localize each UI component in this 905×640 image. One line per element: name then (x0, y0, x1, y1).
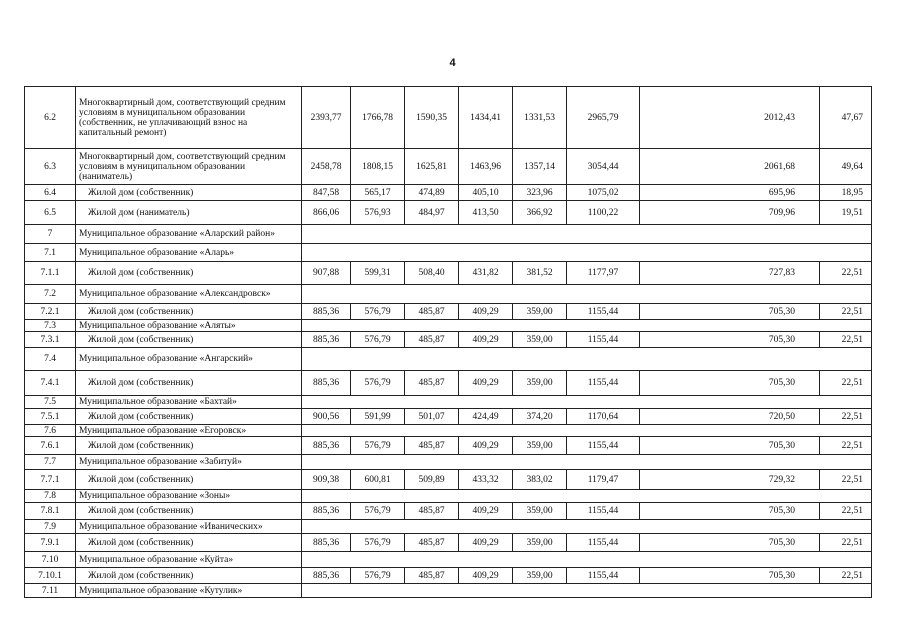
value-cell-2: 576,93 (351, 201, 405, 225)
empty-value-cells (302, 490, 872, 503)
value-cell-1: 2458,78 (302, 149, 351, 185)
table-section-row (25, 520, 872, 534)
value-cell-1: 885,36 (302, 534, 351, 552)
row-number: 7.2 (25, 285, 76, 304)
value-cell-5: 359,00 (513, 534, 567, 552)
row-name: Муниципальное образование «Забитуй» (76, 455, 302, 470)
row-name: Многоквартирный дом, соответствующий средним условиям в муниципальном образовании (наниматель) (76, 149, 302, 185)
value-cell-4: 413,50 (459, 201, 513, 225)
value-cell-5: 1357,14 (513, 149, 567, 185)
table-row (25, 409, 872, 425)
table-row (25, 371, 872, 396)
row-number: 7.1 (25, 244, 76, 262)
row-number: 7.1.1 (25, 262, 76, 285)
row-name: Жилой дом (собственник) (76, 332, 302, 348)
value-cell-7: 709,96 (640, 201, 820, 225)
table-row (25, 201, 872, 225)
value-cell-7: 705,30 (640, 568, 820, 584)
value-cell-5: 359,00 (513, 437, 567, 455)
value-cell-2: 1808,15 (351, 149, 405, 185)
value-cell-7: 2061,68 (640, 149, 820, 185)
row-name: Муниципальное образование «Аляты» (76, 320, 302, 332)
value-cell-6: 1155,44 (567, 332, 640, 348)
table-section-row (25, 285, 872, 304)
row-name: Муниципальное образование «Александровск» (76, 285, 302, 304)
value-cell-2: 591,99 (351, 409, 405, 425)
table-row (25, 185, 872, 201)
table-section-row (25, 320, 872, 332)
value-cell-3: 474,89 (405, 185, 459, 201)
value-cell-1: 2393,77 (302, 87, 351, 149)
value-cell-6: 1155,44 (567, 503, 640, 520)
row-name: Муниципальное образование «Зоны» (76, 490, 302, 503)
row-name: Жилой дом (собственник) (76, 185, 302, 201)
row-name: Многоквартирный дом, соответствующий средним условиям в муниципальном образовании (собственник, не уплачивающий взнос на капитальный ремонт) (76, 87, 302, 149)
value-cell-1: 885,36 (302, 304, 351, 320)
value-cell-3: 485,87 (405, 371, 459, 396)
value-cell-5: 359,00 (513, 332, 567, 348)
row-name: Жилой дом (собственник) (76, 371, 302, 396)
empty-value-cells (302, 285, 872, 304)
value-cell-8: 22,51 (820, 437, 872, 455)
value-cell-8: 19,51 (820, 201, 872, 225)
value-cell-1: 866,06 (302, 201, 351, 225)
value-cell-4: 409,29 (459, 332, 513, 348)
value-cell-6: 1170,64 (567, 409, 640, 425)
value-cell-8: 22,51 (820, 262, 872, 285)
table-section-row (25, 396, 872, 409)
value-cell-8: 18,95 (820, 185, 872, 201)
table-row (25, 87, 872, 149)
empty-value-cells (302, 320, 872, 332)
tariff-table (24, 86, 872, 598)
value-cell-4: 409,29 (459, 503, 513, 520)
value-cell-3: 508,40 (405, 262, 459, 285)
value-cell-8: 22,51 (820, 409, 872, 425)
row-name: Жилой дом (собственник) (76, 470, 302, 490)
table-row (25, 262, 872, 285)
value-cell-6: 1100,22 (567, 201, 640, 225)
value-cell-6: 1155,44 (567, 437, 640, 455)
row-number: 7.3.1 (25, 332, 76, 348)
value-cell-2: 1766,78 (351, 87, 405, 149)
value-cell-2: 576,79 (351, 332, 405, 348)
row-name: Муниципальное образование «Ангарский» (76, 348, 302, 371)
row-name: Муниципальное образование «Иванических» (76, 520, 302, 534)
value-cell-5: 381,52 (513, 262, 567, 285)
value-cell-1: 900,56 (302, 409, 351, 425)
table-row (25, 304, 872, 320)
table-body (25, 87, 872, 598)
value-cell-4: 1434,41 (459, 87, 513, 149)
value-cell-8: 22,51 (820, 568, 872, 584)
row-number: 7.7.1 (25, 470, 76, 490)
empty-value-cells (302, 425, 872, 437)
value-cell-4: 409,29 (459, 534, 513, 552)
row-number: 7.9 (25, 520, 76, 534)
value-cell-6: 2965,79 (567, 87, 640, 149)
value-cell-4: 431,82 (459, 262, 513, 285)
value-cell-1: 885,36 (302, 437, 351, 455)
value-cell-4: 424,49 (459, 409, 513, 425)
value-cell-8: 22,51 (820, 503, 872, 520)
row-number: 7.5.1 (25, 409, 76, 425)
value-cell-2: 576,79 (351, 503, 405, 520)
value-cell-3: 485,87 (405, 503, 459, 520)
value-cell-3: 485,87 (405, 332, 459, 348)
value-cell-2: 576,79 (351, 304, 405, 320)
row-number: 6.5 (25, 201, 76, 225)
table-row (25, 332, 872, 348)
value-cell-2: 576,79 (351, 371, 405, 396)
table-row (25, 503, 872, 520)
row-name: Муниципальное образование «Кутулик» (76, 584, 302, 598)
value-cell-3: 501,07 (405, 409, 459, 425)
value-cell-6: 1155,44 (567, 371, 640, 396)
table-section-row (25, 455, 872, 470)
value-cell-5: 374,20 (513, 409, 567, 425)
row-name: Жилой дом (собственник) (76, 262, 302, 285)
row-name: Жилой дом (наниматель) (76, 201, 302, 225)
table-row (25, 470, 872, 490)
value-cell-2: 600,81 (351, 470, 405, 490)
value-cell-5: 359,00 (513, 371, 567, 396)
value-cell-8: 49,64 (820, 149, 872, 185)
value-cell-7: 729,32 (640, 470, 820, 490)
value-cell-3: 484,97 (405, 201, 459, 225)
empty-value-cells (302, 455, 872, 470)
value-cell-8: 22,51 (820, 304, 872, 320)
value-cell-7: 720,50 (640, 409, 820, 425)
row-number: 6.4 (25, 185, 76, 201)
value-cell-8: 22,51 (820, 371, 872, 396)
value-cell-2: 576,79 (351, 568, 405, 584)
value-cell-1: 907,88 (302, 262, 351, 285)
table-section-row (25, 244, 872, 262)
row-name: Жилой дом (собственник) (76, 503, 302, 520)
value-cell-4: 409,29 (459, 437, 513, 455)
row-number: 6.3 (25, 149, 76, 185)
value-cell-1: 885,36 (302, 332, 351, 348)
empty-value-cells (302, 348, 872, 371)
value-cell-4: 405,10 (459, 185, 513, 201)
value-cell-1: 885,36 (302, 568, 351, 584)
row-number: 7.4 (25, 348, 76, 371)
value-cell-6: 3054,44 (567, 149, 640, 185)
value-cell-3: 485,87 (405, 304, 459, 320)
table-row (25, 437, 872, 455)
value-cell-7: 705,30 (640, 437, 820, 455)
row-number: 7 (25, 225, 76, 244)
value-cell-3: 485,87 (405, 534, 459, 552)
value-cell-5: 1331,53 (513, 87, 567, 149)
value-cell-4: 433,32 (459, 470, 513, 490)
table-section-row (25, 348, 872, 371)
empty-value-cells (302, 584, 872, 598)
row-name: Жилой дом (собственник) (76, 568, 302, 584)
value-cell-4: 1463,96 (459, 149, 513, 185)
row-name: Жилой дом (собственник) (76, 304, 302, 320)
value-cell-2: 576,79 (351, 437, 405, 455)
table-section-row (25, 225, 872, 244)
value-cell-6: 1075,02 (567, 185, 640, 201)
empty-value-cells (302, 225, 872, 244)
value-cell-6: 1155,44 (567, 568, 640, 584)
value-cell-3: 485,87 (405, 437, 459, 455)
row-name: Жилой дом (собственник) (76, 534, 302, 552)
empty-value-cells (302, 244, 872, 262)
table-section-row (25, 552, 872, 568)
value-cell-5: 359,00 (513, 503, 567, 520)
row-name: Муниципальное образование «Аларь» (76, 244, 302, 262)
value-cell-3: 509,89 (405, 470, 459, 490)
value-cell-3: 1625,81 (405, 149, 459, 185)
table-section-row (25, 490, 872, 503)
value-cell-2: 599,31 (351, 262, 405, 285)
value-cell-7: 695,96 (640, 185, 820, 201)
row-number: 7.6 (25, 425, 76, 437)
value-cell-1: 885,36 (302, 503, 351, 520)
row-name: Муниципальное образование «Аларский район» (76, 225, 302, 244)
value-cell-6: 1155,44 (567, 534, 640, 552)
row-number: 7.10 (25, 552, 76, 568)
value-cell-5: 383,02 (513, 470, 567, 490)
row-number: 6.2 (25, 87, 76, 149)
value-cell-3: 1590,35 (405, 87, 459, 149)
value-cell-3: 485,87 (405, 568, 459, 584)
value-cell-1: 847,58 (302, 185, 351, 201)
row-name: Муниципальное образование «Егоровск» (76, 425, 302, 437)
value-cell-8: 47,67 (820, 87, 872, 149)
table-section-row (25, 584, 872, 598)
row-number: 7.10.1 (25, 568, 76, 584)
value-cell-8: 22,51 (820, 332, 872, 348)
row-number: 7.6.1 (25, 437, 76, 455)
table-row (25, 149, 872, 185)
row-number: 7.8.1 (25, 503, 76, 520)
value-cell-8: 22,51 (820, 470, 872, 490)
page-number: 4 (449, 57, 456, 69)
empty-value-cells (302, 396, 872, 409)
table-row (25, 568, 872, 584)
row-number: 7.11 (25, 584, 76, 598)
value-cell-5: 359,00 (513, 568, 567, 584)
value-cell-7: 727,83 (640, 262, 820, 285)
value-cell-2: 565,17 (351, 185, 405, 201)
row-name: Жилой дом (собственник) (76, 409, 302, 425)
row-name: Муниципальное образование «Куйта» (76, 552, 302, 568)
value-cell-7: 705,30 (640, 503, 820, 520)
value-cell-7: 705,30 (640, 304, 820, 320)
row-name: Жилой дом (собственник) (76, 437, 302, 455)
value-cell-2: 576,79 (351, 534, 405, 552)
row-number: 7.3 (25, 320, 76, 332)
value-cell-7: 705,30 (640, 332, 820, 348)
value-cell-7: 705,30 (640, 534, 820, 552)
value-cell-7: 2012,43 (640, 87, 820, 149)
value-cell-6: 1177,97 (567, 262, 640, 285)
row-number: 7.5 (25, 396, 76, 409)
value-cell-1: 909,38 (302, 470, 351, 490)
empty-value-cells (302, 552, 872, 568)
row-number: 7.7 (25, 455, 76, 470)
row-number: 7.2.1 (25, 304, 76, 320)
value-cell-7: 705,30 (640, 371, 820, 396)
value-cell-4: 409,29 (459, 304, 513, 320)
empty-value-cells (302, 520, 872, 534)
row-name: Муниципальное образование «Бахтай» (76, 396, 302, 409)
value-cell-5: 359,00 (513, 304, 567, 320)
value-cell-4: 409,29 (459, 371, 513, 396)
value-cell-6: 1179,47 (567, 470, 640, 490)
value-cell-4: 409,29 (459, 568, 513, 584)
row-number: 7.9.1 (25, 534, 76, 552)
value-cell-6: 1155,44 (567, 304, 640, 320)
table-section-row (25, 425, 872, 437)
value-cell-1: 885,36 (302, 371, 351, 396)
table-row (25, 534, 872, 552)
value-cell-5: 323,96 (513, 185, 567, 201)
row-number: 7.4.1 (25, 371, 76, 396)
value-cell-8: 22,51 (820, 534, 872, 552)
row-number: 7.8 (25, 490, 76, 503)
value-cell-5: 366,92 (513, 201, 567, 225)
